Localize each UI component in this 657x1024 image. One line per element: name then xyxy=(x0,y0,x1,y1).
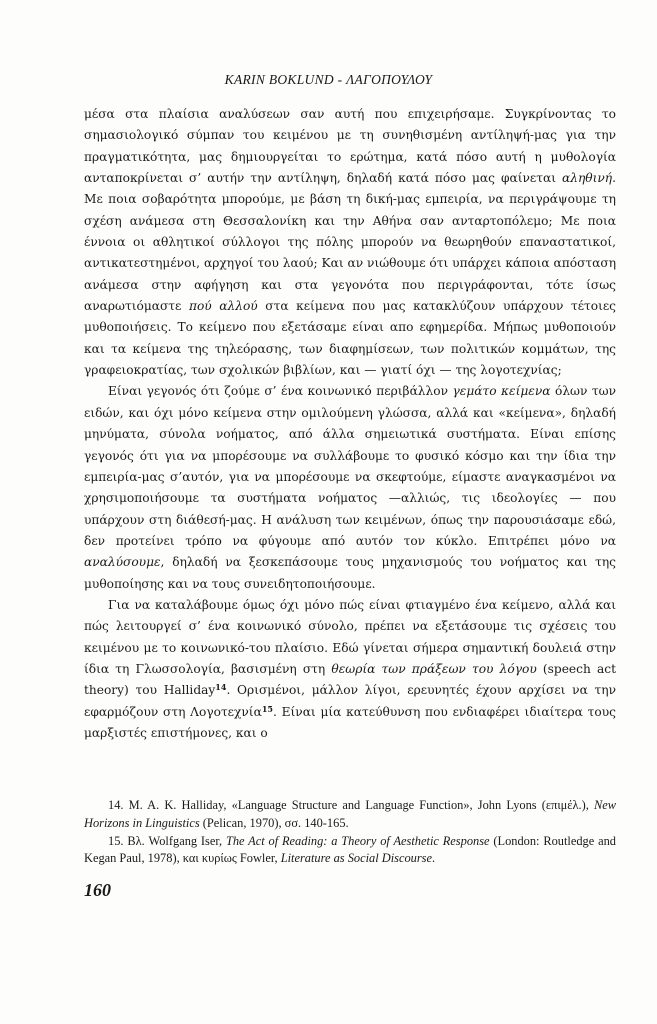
text-run: . xyxy=(432,851,436,866)
text-run: 15. Βλ. Wolfgang Iser, xyxy=(108,833,226,848)
footnote xyxy=(84,797,616,833)
italic-phrase: θεωρία των πράξεων του λόγου xyxy=(331,661,537,676)
footnotes xyxy=(84,797,616,868)
footnote-reference: 14 xyxy=(215,682,227,693)
italic-phrase: γεμάτο κείμενα xyxy=(452,384,551,399)
text-run: . Είναι μία κατεύθυνση που ενδιαφέρει ιδιαίτερα τους μαρξιστές επιστήμονες, και ο xyxy=(84,704,616,740)
text-run: 14. M. A. K. Halliday, «Language Structure and Language Function», John Lyons (επιμέλ.), xyxy=(108,798,594,812)
body-paragraph xyxy=(84,381,616,594)
footnote xyxy=(84,833,616,869)
italic-phrase: αναλύσουμε xyxy=(84,555,161,570)
text-run: . Με ποια σοβαρότητα μπορούμε, με βάση τη δική-μας εμπειρία, να περιγράψουμε τη σχέση ανάμεσα στη Θεσσαλονίκη και την Αθήνα σαν ανταρτοπόλεμο; Με ποια έννοια οι αθλητικοί σύλλογοι της πόλης μπορούν να θεωρηθούν επαναστατικοί, αντικατεστημένοι, αρχηγοί του λαού; Και αν νιώθουμε ότι υπάρχει κάποια απόσταση ανάμεσα στην αφήγηση και στα γεγονότα που περιγράφονται, τότε ίσως αναρωτιόμαστε xyxy=(84,171,616,314)
text-run: Είναι γεγονός ότι ζούμε σ’ ένα κοινωνικό περιβάλλον xyxy=(108,384,453,399)
text-run: στα κείμενα που μας κατακλύζουν υπάρχουν τέτοιες μυθοποιήσεις. Το κείμενο που εξετάσαμε είναι απο εφημερίδα. Μήπως μυθοποιούν και τα κείμενα της τηλεόρασης, των διαφημίσεων, των πολιτικών κομμάτων, της γραφειοκρατίας, των σχολικών βιβλίων, και — γιατί όχι — της λογοτεχνίας; xyxy=(84,299,617,378)
italic-phrase: New Horizons in Linguistics xyxy=(84,798,616,830)
italic-phrase: πού αλλού xyxy=(188,299,258,314)
italic-phrase: Literature as Social Discourse xyxy=(280,851,433,866)
text-run: όλων των ειδών, και όχι μόνο κείμενα στην ομιλούμενη γλώσσα, αλλά και «κείμενα», δηλαδή μηνύματα, σύνολα νοήματος, από άλλα σημειωτικά συστήματα. Είναι επίσης γεγονός ότι για να μπορέσουμε να συλλάβουμε το φυσικό κόσμο και την ίδια την εμπειρία-μας σ’αυτόν, για να μπορέσουμε να σκεφτούμε, είμαστε αναγκασμένοι να χρησιμοποιήσουμε τα συστήματα νοήματος —αλλιώς, τις ιδεολογίες — που υπάρχουν στη διάθεσή-μας. Η ανάλυση των κειμένων, όπως την παρουσιάσαμε εδώ, δεν προτείνει τρόπο να φύγουμε από αυτόν τον κύκλο. Επιτρέπει μόνο να xyxy=(84,384,616,548)
text-run: . Ορισμένοι, μάλλον λίγοι, ερευνητές έχουν αρχίσει να την εφαρμόζουν στη Λογοτεχνία xyxy=(84,683,617,719)
italic-phrase: The Act of Reading: a Theory of Aesthetic Response xyxy=(225,833,490,848)
page-number: 160 xyxy=(84,880,111,900)
body-paragraph xyxy=(84,595,616,744)
text-run: (Pelican, 1970), σσ. 140-165. xyxy=(199,815,349,830)
text-run: , δηλαδή να ξεσκεπάσουμε τους μηχανισμούς του νοήματος και της μυθοποίησης και να τους συνειδητοποιήσουμε. xyxy=(84,555,616,591)
text-run: (speech act theory) του Halliday xyxy=(84,661,616,698)
body-paragraph xyxy=(84,104,616,381)
text-run: (London: Routledge and Kegan Paul, 1978), και κυρίως Fowler, xyxy=(84,833,616,866)
running-header: KARIN BOKLUND - ΛΑΓΟΠΟΥΛΟΥ xyxy=(224,72,433,87)
body-text xyxy=(84,104,616,744)
footnote-reference: 15 xyxy=(261,703,273,714)
italic-phrase: αληθινή xyxy=(562,171,613,186)
text-run: Για να καταλάβουμε όμως όχι μόνο πώς είναι φτιαγμένο ένα κείμενο, αλλά και πώς λειτουργεί σ’ ένα κοινωνικό σύνολο, πρέπει να εξετάσουμε τις σχέσεις του κειμένου με το κοινωνικό-του πλαίσιο. Εδώ γίνεται σήμερα σημαντική δουλειά στην ίδια τη Γλωσσολογία, βασισμένη στη xyxy=(84,597,616,676)
text-run: μέσα στα πλαίσια αναλύσεων σαν αυτή που επιχειρήσαμε. Συγκρίνοντας το σημασιολογικό σύμπαν του κειμένου με τη συνηθισμένη αντίληψή-μας για την πραγματικότητα, μας δημιουργείται το ερώτημα, κατά πόσο αυτή η μυθολογία ανταποκρίνεται σ’ αυτήν την αντίληψη, δηλαδή κατά πόσο μας φαίνεται xyxy=(84,107,616,186)
